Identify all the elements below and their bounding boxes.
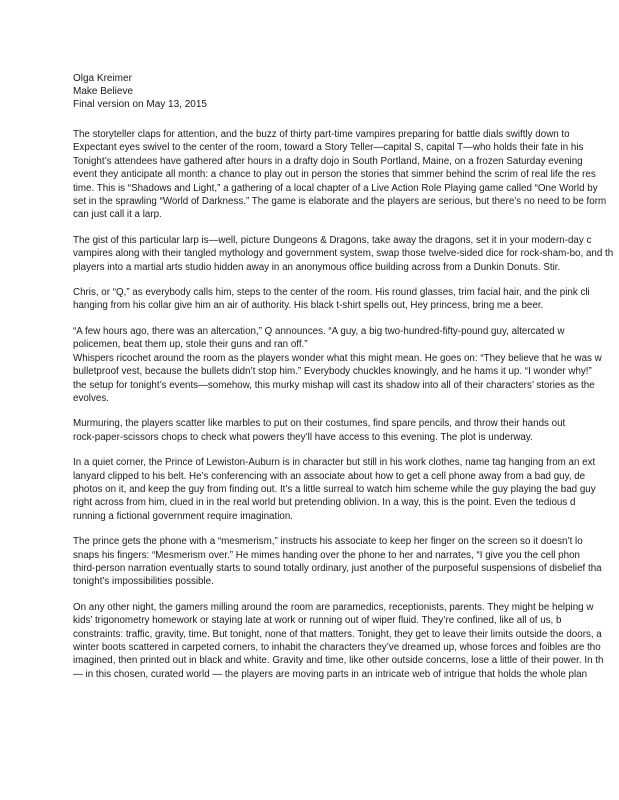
body-paragraph: [73, 456, 619, 523]
text-line: set in the sprawling “World of Darkness.” The game is elaborate and the players are serious, but there’s no need to be form: [73, 196, 607, 208]
text-line: can just call it a larp.: [73, 209, 162, 221]
text-line: lanyard clipped to his belt. He’s conferencing with an associate about how to get a cell phone away from a bad guy, de: [73, 470, 586, 482]
text-line: Expectant eyes swivel to the center of the room, toward a Story Teller—capital S, capital T—who holds their fate in his: [73, 142, 584, 154]
document-title: Make Believe: [73, 86, 134, 97]
text-line: — in this chosen, curated world — the players are moving parts in an intricate web of intrigue that holds the whole plan: [73, 668, 588, 680]
body-paragraph: [73, 325, 619, 405]
body-paragraph: [73, 128, 619, 222]
text-line: the setup for tonight’s events—somehow, this murky mishap will cast its shadow into all of their characters’ stories as the: [73, 379, 595, 391]
text-line: Tonight’s attendees have gathered after hours in a drafty dojo in South Portland, Maine, on a frozen Saturday evening: [73, 155, 583, 167]
text-line: players into a martial arts studio hidden away in an anonymous office building across from a Dunkin Donuts. Stir.: [73, 261, 561, 273]
body-paragraph: [73, 417, 619, 444]
text-line: bulletproof vest, because the bullets didn’t stop him.” Everybody chuckles knowingly, and he hams it up. “I wonder why!”: [73, 366, 592, 378]
paragraph-gap: [73, 444, 619, 456]
document-header: [73, 72, 619, 111]
text-line: running a fictional government require imagination.: [73, 510, 294, 522]
text-line: Murmuring, the players scatter like marbles to put on their costumes, find spare pencils, and throw their hands out: [73, 418, 566, 430]
author-name: Olga Kreimer: [73, 73, 132, 84]
body-paragraph: [73, 535, 619, 589]
text-line: photos on it, and keep the guy from finding out. It’s a little surreal to watch him scheme while the guy playing the bad guy: [73, 483, 596, 495]
text-line: policemen, beat them up, stole their guns and ran off.”: [73, 339, 308, 351]
text-line: Chris, or “Q,” as everybody calls him, steps to the center of the room. His round glasses, trim facial hair, and the pink cli: [73, 287, 590, 299]
text-line: tonight’s impossibilities possible.: [73, 576, 214, 588]
text-line: imagined, then printed out in black and white. Gravity and time, like other outside concerns, lose a little of their power. In th: [73, 655, 604, 667]
text-line: The gist of this particular larp is—well, picture Dungeons & Dragons, take away the dragons, set it in your modern-day c: [73, 234, 592, 246]
paragraph-gap: [73, 222, 619, 234]
document-body: [73, 128, 619, 681]
paragraph-gap: [73, 589, 619, 601]
text-line: right across from him, clued in in the real world but pretending oblivion. In a way, this is the point. Even the tedious d: [73, 497, 576, 509]
text-line: “A few hours ago, there was an altercation,” Q announces. “A guy, a big two-hundred-fifty-pound guy, altercated w: [73, 325, 565, 337]
text-line: winter boots scattered in carpeted corners, to inhabit the characters they’ve dreamed up, whose forces and foibles are tho: [73, 642, 601, 653]
text-line: vampires along with their tangled mythology and government system, swap those twelve-sided dice for rock-sham-bo, and th: [73, 248, 614, 260]
text-line: kids’ trigonometry homework or staying late at work or running out of wiper fluid. They’re confined, like all of us, b: [73, 615, 562, 627]
paragraph-gap: [73, 405, 619, 417]
text-line: time. This is “Shadows and Light,” a gathering of a local chapter of a Live Action Role Playing game called “One World by: [73, 182, 598, 194]
body-paragraph: [73, 601, 619, 681]
text-line: rock-paper-scissors chops to check what powers they’ll have access to this evening. The plot is underway.: [73, 431, 533, 443]
paragraph-gap: [73, 274, 619, 286]
version-note: Final version on May 13, 2015: [73, 99, 207, 110]
text-line: The prince gets the phone with a “mesmerism,” instructs his associate to keep her finger on the screen so it doesn’t lo: [73, 536, 583, 548]
text-line: third-person narration eventually starts to sound totally ordinary, just another of the purposeful suspensions of disbelief tha: [73, 562, 602, 574]
text-line: constraints: traffic, gravity, time. But tonight, none of that matters. Tonight, they get to leave their limits outside the doors, a: [73, 628, 602, 640]
text-line: snaps his fingers: “Mesmerism over.” He mimes handing over the phone to her and narrates, “I give you the cell phon: [73, 549, 580, 561]
text-line: Whispers ricochet around the room as the players wonder what this might mean. He goes on: “They believe that he was w: [73, 352, 602, 364]
text-line: On any other night, the gamers milling around the room are paramedics, receptionists, parents. They might be helping w: [73, 601, 594, 613]
text-line: The storyteller claps for attention, and the buzz of thirty part-time vampires preparing for battle dials swiftly down to: [73, 129, 570, 140]
text-line: hanging from his collar give him an air of authority. His black t-shirt spells out, Hey princess, bring me a beer.: [73, 300, 544, 312]
text-line: In a quiet corner, the Prince of Lewiston-Auburn is in character but still in his work clothes, name tag hanging from an ext: [73, 457, 596, 469]
text-line: evolves.: [73, 392, 109, 404]
text-line: event they anticipate all month: a chance to play out in person the stories that simmer behind the scrim of real life the res: [73, 169, 596, 181]
paragraph-gap: [73, 313, 619, 325]
body-paragraph: [73, 286, 619, 313]
paragraph-gap: [73, 523, 619, 535]
body-paragraph: [73, 234, 619, 274]
